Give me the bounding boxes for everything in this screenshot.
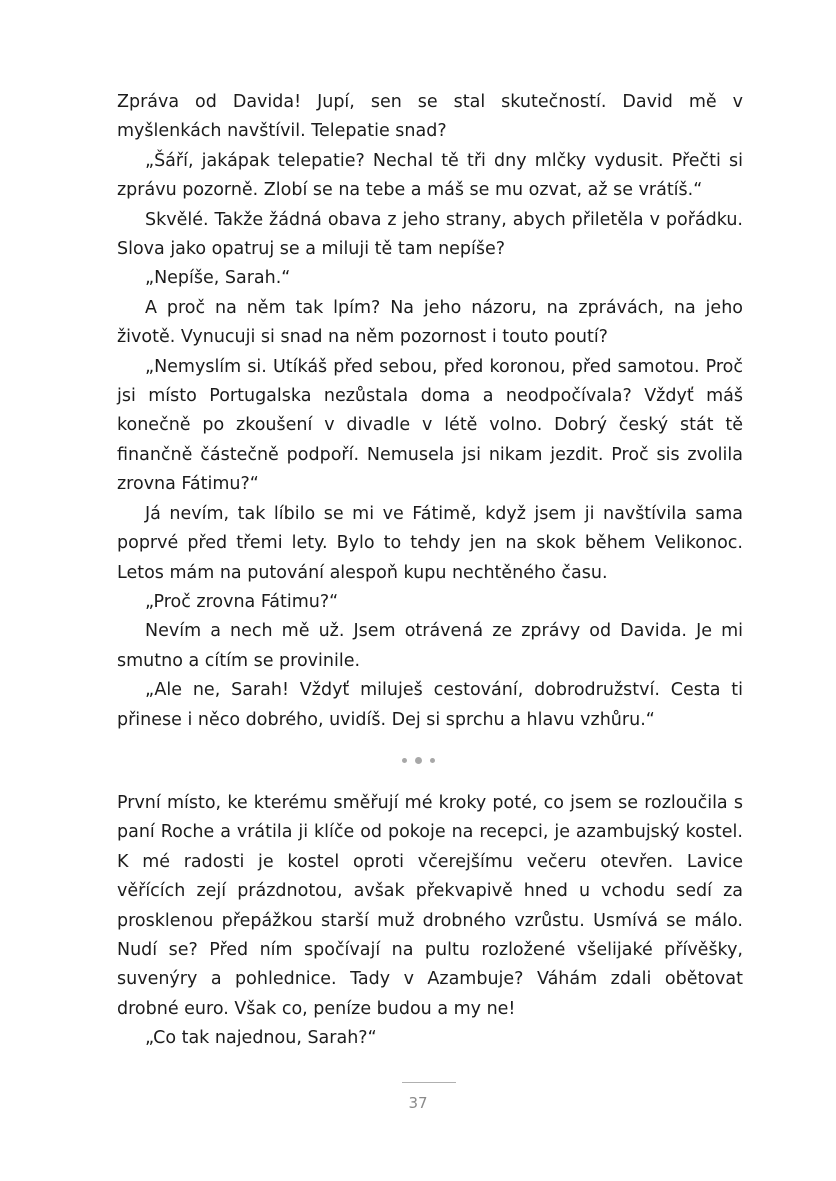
paragraph: A proč na něm tak lpím? Na jeho názoru, na zprávách, na jeho životě. Vynucuji si snad na něm pozornost i touto poutí?	[117, 297, 743, 348]
separator-dot	[402, 758, 407, 763]
paragraph: Já nevím, tak líbilo se mi ve Fátimě, když jsem ji navštívila sama poprvé před třemi lety. Bylo to tehdy jen na skok během Velikonoc. Letos mám na putování alespoň kupu nechtěného času.	[117, 503, 743, 583]
page-number-rule	[402, 1082, 456, 1083]
paragraph: Skvělé. Takže žádná obava z jeho strany, abych přiletěla v pořádku. Slova jako opatruj se a miluji tě tam nepíše?	[117, 209, 743, 260]
paragraph: „Ale ne, Sarah! Vždyť miluješ cestování, dobrodružství. Cesta ti přinese i něco dobrého, uvidíš. Dej si sprchu a hlavu vzhůru.“	[117, 680, 743, 730]
separator-dot	[415, 757, 422, 764]
paragraph: „Nemyslím si. Utíkáš před sebou, před koronou, před samotou. Proč jsi místo Portugalska nezůstala doma a neodpočívala? Vždyť máš konečně po zkoušení v divadle v létě volno. Dobrý český stát tě finančně částečně podpoří. Nemusela jsi nikam jezdit. Proč sis zvolila zrovna Fátimu?“	[117, 356, 743, 495]
text-section-2	[117, 789, 743, 1054]
paragraph: První místo, ke kterému směřují mé kroky poté, co jsem se rozloučila s paní Roche a vrátila ji klíče od pokoje na recepci, je azambujský kostel. K mé radosti je kostel oproti včerejšímu večeru otevřen. Lavice věřících zejí prázdnotou, avšak překvapivě hned u vchodu sedí za prosklenou přepážkou starší muž drobného vzrůstu. Usmívá se málo. Nudí se? Před ním spočívají na pultu rozložené všelijaké přívěšky, suvenýry a pohlednice. Tady v Azambuje? Váhám zdali obětovat drobné euro. Však co, peníze budou a my ne!	[117, 793, 743, 1019]
paragraph: Nevím a nech mě už. Jsem otrávená ze zprávy od Davida. Je mi smutno a cítím se provinile.	[117, 621, 743, 671]
page-number: 37	[408, 1094, 428, 1112]
section-separator	[0, 754, 836, 766]
separator-dot	[430, 758, 435, 763]
paragraph: „Co tak najednou, Sarah?“	[145, 1028, 377, 1049]
paragraph: „Nepíše, Sarah.“	[145, 268, 291, 289]
paragraph: Zpráva od Davida! Jupí, sen se stal skutečností. David mě v myšlenkách navštívil. Telepatie snad?	[117, 92, 743, 142]
paragraph: „Proč zrovna Fátimu?“	[145, 591, 339, 612]
text-section-1	[117, 88, 743, 735]
paragraph: „Šáří, jakápak telepatie? Nechal tě tři dny mlčky vydusit. Přečti si zprávu pozorně. Zlobí se na tebe a máš se mu ozvat, až se vrátíš.“	[117, 150, 743, 201]
